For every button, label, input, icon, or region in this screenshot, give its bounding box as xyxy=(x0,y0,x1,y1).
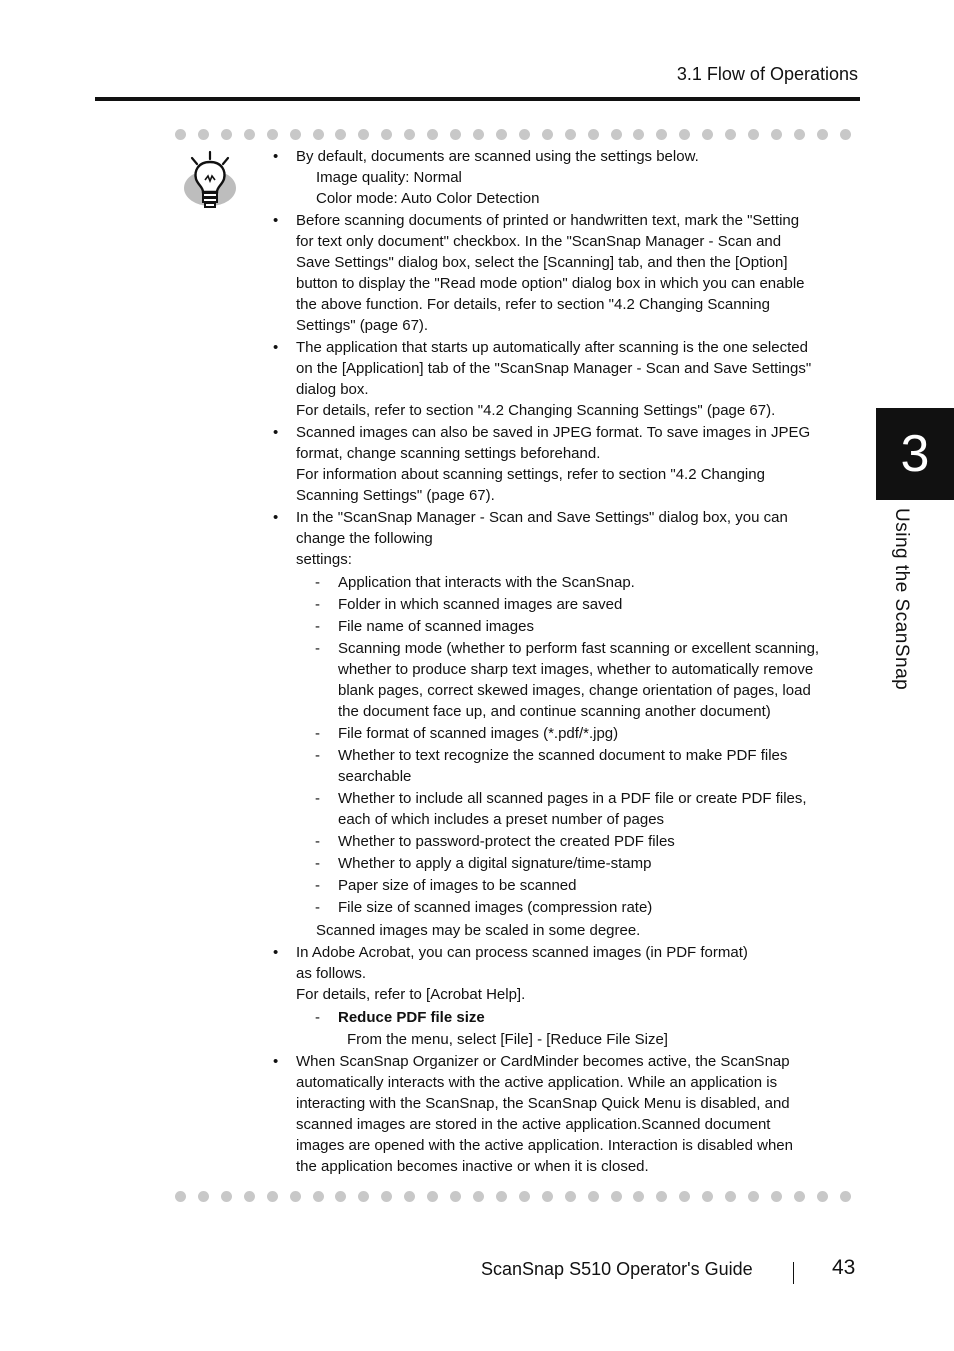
divider-dot xyxy=(450,1191,461,1202)
divider-dot xyxy=(198,1191,209,1202)
bullet-jpeg xyxy=(272,422,852,506)
text-line: - Scanning mode (whether to perform fast scanning or excellent scanning, xyxy=(338,640,820,657)
list-item xyxy=(296,897,852,918)
sub-line: Color mode: Auto Color Detection xyxy=(316,190,540,207)
divider-dot xyxy=(313,1191,324,1202)
text-line: • In Adobe Acrobat, you can process scanned images (in PDF format) xyxy=(296,944,748,961)
text-line: • Scanned images can also be saved in JPEG format. To save images in JPEG xyxy=(296,424,811,441)
text-line: on the [Application] tab of the "ScanSnap Manager - Scan and Save Settings" xyxy=(296,360,812,377)
hint-content xyxy=(272,146,852,1178)
divider-dot xyxy=(633,1191,644,1202)
divider-dot xyxy=(794,1191,805,1202)
divider-dot xyxy=(290,129,301,140)
chapter-tab xyxy=(876,408,954,500)
divider-dot xyxy=(565,129,576,140)
text-line: interacting with the ScanSnap, the ScanSnap Quick Menu is disabled, and xyxy=(296,1095,790,1112)
text-line: dialog box. xyxy=(296,381,369,398)
divider-dot xyxy=(450,129,461,140)
list-item xyxy=(296,638,852,722)
text-line: format, change scanning settings beforehand. xyxy=(296,445,601,462)
list-item xyxy=(296,875,852,896)
divider-dot xyxy=(656,1191,667,1202)
text-line: searchable xyxy=(338,768,412,785)
text-line: • By default, documents are scanned using the settings below. xyxy=(296,148,699,165)
divider-dot xyxy=(588,1191,599,1202)
text-line: - Paper size of images to be scanned xyxy=(338,877,577,894)
divider-dot xyxy=(335,1191,346,1202)
text-line: the application becomes inactive or when it is closed. xyxy=(296,1158,649,1175)
divider-dot xyxy=(427,129,438,140)
chapter-number: 3 xyxy=(900,425,930,483)
text-line: - File name of scanned images xyxy=(338,618,534,635)
text-line: change the following xyxy=(296,530,433,547)
bullet-default-settings xyxy=(272,146,852,209)
divider-dot xyxy=(611,1191,622,1202)
divider-dot xyxy=(358,129,369,140)
footer-guide-title: ScanSnap S510 Operator's Guide xyxy=(481,1259,753,1279)
sub-line: Image quality: Normal xyxy=(316,169,462,186)
dotted-divider-bottom xyxy=(175,1190,851,1202)
acrobat-dash-list xyxy=(296,1007,852,1028)
divider-dot xyxy=(267,129,278,140)
text-line: scanned images are stored in the active application.Scanned document xyxy=(296,1116,771,1133)
divider-dot xyxy=(679,1191,690,1202)
text-line: automatically interacts with the active application. While an application is xyxy=(296,1074,778,1091)
list-item xyxy=(296,594,852,615)
divider-dot xyxy=(427,1191,438,1202)
divider-dot xyxy=(221,129,232,140)
divider-dot xyxy=(267,1191,278,1202)
bullet-settings-list xyxy=(272,507,852,941)
text-line: Settings" (page 67). xyxy=(296,317,429,334)
text-line: - File size of scanned images (compression rate) xyxy=(338,899,653,916)
text-line: the above function. For details, refer to section "4.2 Changing Scanning xyxy=(296,296,770,313)
header-section-title: 3.1 Flow of Operations xyxy=(676,64,858,84)
bullet-organizer-cardminder xyxy=(272,1051,852,1177)
divider-dot xyxy=(381,129,392,140)
divider-dot xyxy=(656,129,667,140)
page-number: 43 xyxy=(832,1256,856,1279)
divider-dot xyxy=(175,1191,186,1202)
divider-dot xyxy=(358,1191,369,1202)
text-line: settings: xyxy=(296,551,352,568)
divider-dot xyxy=(244,1191,255,1202)
list-item xyxy=(296,723,852,744)
text-line: For details, refer to section "4.2 Changing Scanning Settings" (page 67). xyxy=(296,402,776,419)
text-line: for text only document" checkbox. In the "ScanSnap Manager - Scan and xyxy=(296,233,782,250)
text-line: each of which includes a preset number of pages xyxy=(338,811,665,828)
text-line: - Folder in which scanned images are saved xyxy=(338,596,623,613)
list-item xyxy=(296,745,852,787)
text-line: - File format of scanned images (*.pdf/*.jpg) xyxy=(338,725,619,742)
text-line: • When ScanSnap Organizer or CardMinder becomes active, the ScanSnap xyxy=(296,1053,790,1070)
list-item xyxy=(296,572,852,593)
divider-dot xyxy=(702,1191,713,1202)
divider-dot xyxy=(542,129,553,140)
text-line: For information about scanning settings, refer to section "4.2 Changing xyxy=(296,466,765,483)
text-line: • In the "ScanSnap Manager - Scan and Save Settings" dialog box, you can xyxy=(296,509,788,526)
divider-dot xyxy=(290,1191,301,1202)
text-line: as follows. xyxy=(296,965,367,982)
text-line: the document face up, and continue scanning another document) xyxy=(338,703,771,720)
divider-dot xyxy=(519,129,530,140)
list-item xyxy=(296,788,852,830)
divider-dot xyxy=(840,1191,851,1202)
settings-dash-list xyxy=(296,572,852,918)
lightbulb-hint-icon xyxy=(178,150,242,212)
divider-dot xyxy=(725,129,736,140)
divider-dot xyxy=(519,1191,530,1202)
divider-dot xyxy=(679,129,690,140)
list-item xyxy=(296,616,852,637)
text-line: - Whether to include all scanned pages in a PDF file or create PDF files, xyxy=(338,790,807,807)
divider-dot xyxy=(404,129,415,140)
divider-dot xyxy=(473,1191,484,1202)
text-line: blank pages, correct skewed images, change orientation of pages, load xyxy=(338,682,811,699)
list-item xyxy=(296,853,852,874)
divider-dot xyxy=(542,1191,553,1202)
text-line: • The application that starts up automatically after scanning is the one selected xyxy=(296,339,808,356)
text-line: images are opened with the active application. Interaction is disabled when xyxy=(296,1137,793,1154)
bullet-text-only xyxy=(272,210,852,336)
divider-dot xyxy=(565,1191,576,1202)
divider-dot xyxy=(588,129,599,140)
divider-dot xyxy=(221,1191,232,1202)
divider-dot xyxy=(381,1191,392,1202)
divider-dot xyxy=(633,129,644,140)
chapter-title: Using the ScanSnap xyxy=(891,508,912,691)
divider-dot xyxy=(198,129,209,140)
divider-dot xyxy=(748,1191,759,1202)
divider-dot xyxy=(496,129,507,140)
dotted-divider-top xyxy=(175,128,851,140)
reduce-pdf-detail: From the menu, select [File] - [Reduce File Size] xyxy=(347,1031,668,1048)
divider-dot xyxy=(725,1191,736,1202)
list-item xyxy=(296,831,852,852)
divider-dot xyxy=(244,129,255,140)
divider-dot xyxy=(794,129,805,140)
text-line: button to display the "Read mode option" dialog box in which you can enable xyxy=(296,275,805,292)
text-line: For details, refer to [Acrobat Help]. xyxy=(296,986,526,1003)
text-line: - Whether to text recognize the scanned document to make PDF files xyxy=(338,747,788,764)
text-line: - Whether to password-protect the created PDF files xyxy=(338,833,675,850)
divider-dot xyxy=(496,1191,507,1202)
divider-dot xyxy=(473,129,484,140)
divider-dot xyxy=(771,1191,782,1202)
text-line: whether to produce sharp text images, whether to automatically remove xyxy=(338,661,814,678)
divider-dot xyxy=(313,129,324,140)
divider-dot xyxy=(175,129,186,140)
scaling-note: Scanned images may be scaled in some degree. xyxy=(316,922,641,939)
divider-dot xyxy=(611,129,622,140)
divider-dot xyxy=(404,1191,415,1202)
bullet-adobe-acrobat xyxy=(272,942,852,1050)
divider-dot xyxy=(748,129,759,140)
divider-dot xyxy=(335,129,346,140)
text-line: • Before scanning documents of printed or handwritten text, mark the "Setting xyxy=(296,212,800,229)
text-line: - Application that interacts with the ScanSnap. xyxy=(338,574,635,591)
divider-dot xyxy=(840,129,851,140)
divider-dot xyxy=(771,129,782,140)
list-item xyxy=(296,1007,852,1028)
text-line: Save Settings" dialog box, select the [Scanning] tab, and then the [Option] xyxy=(296,254,788,271)
header-rule xyxy=(95,97,860,101)
bullet-application xyxy=(272,337,852,421)
divider-dot xyxy=(702,129,713,140)
text-line: - Whether to apply a digital signature/time-stamp xyxy=(338,855,652,872)
footer-separator xyxy=(793,1262,794,1284)
text-line: Scanning Settings" (page 67). xyxy=(296,487,495,504)
divider-dot xyxy=(817,129,828,140)
divider-dot xyxy=(817,1191,828,1202)
reduce-pdf-heading: - Reduce PDF file size xyxy=(338,1009,485,1026)
